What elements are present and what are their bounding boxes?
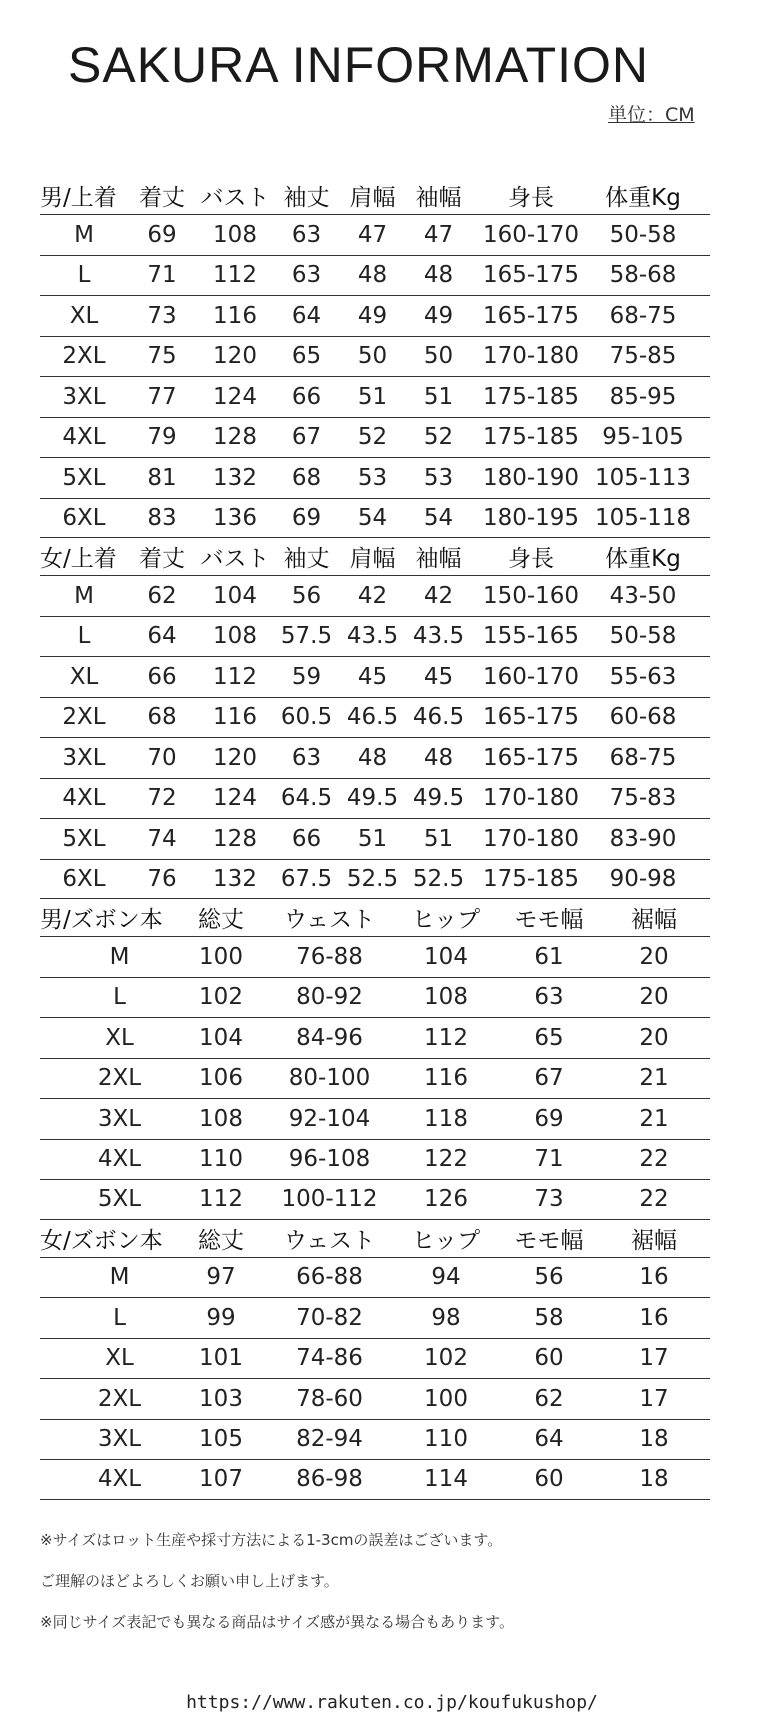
table-cell: 47 — [357, 221, 388, 248]
table-cell: 98 — [431, 1304, 461, 1331]
table-cell: 45 — [423, 663, 454, 690]
table-cell: 48 — [357, 262, 388, 289]
table-row — [40, 737, 710, 778]
table-cell: 50-58 — [609, 623, 677, 650]
table-cell: 104 — [213, 582, 257, 609]
table-cell: 51 — [423, 825, 454, 852]
page-title: SAKURA INFORMATION — [68, 37, 650, 93]
table-header-row — [40, 177, 710, 214]
table-cell: 22 — [639, 1146, 669, 1173]
table-cell: 69 — [534, 1105, 564, 1132]
table-cell: 51 — [423, 383, 454, 410]
table-cell: 72 — [147, 785, 177, 812]
table-cell: 66 — [291, 825, 322, 852]
mens-pants-size-table — [40, 899, 710, 1220]
table-cell: 63 — [291, 221, 322, 248]
table-row — [40, 1139, 710, 1180]
table-row — [40, 936, 710, 977]
column-header: 身長 — [508, 546, 554, 572]
table-cell: 120 — [213, 744, 257, 771]
table-cell: 64 — [534, 1426, 564, 1453]
table-header-row — [40, 899, 710, 936]
note-size-variance: ※同じサイズ表記でも異なる商品はサイズ感が異なる場合もあります。 — [40, 1613, 514, 1631]
table-cell: 20 — [639, 1024, 669, 1051]
table-cell: 83 — [147, 504, 177, 531]
table-cell: 83-90 — [609, 825, 677, 852]
table-cell: 64 — [291, 302, 322, 329]
table-cell: 62 — [534, 1385, 564, 1412]
column-header: 身長 — [508, 185, 554, 211]
table-cell: 53 — [357, 464, 388, 491]
size-label: M — [109, 1264, 130, 1291]
size-label: M — [74, 221, 94, 248]
table-cell: 170-180 — [482, 825, 580, 852]
table-cell: 108 — [424, 984, 468, 1011]
table-cell: 103 — [199, 1385, 243, 1412]
table-row — [40, 457, 710, 498]
table-cell: 54 — [423, 504, 454, 531]
table-cell: 102 — [199, 984, 243, 1011]
table-cell: 69 — [147, 221, 177, 248]
table-cell: 132 — [213, 865, 257, 892]
table-cell: 48 — [357, 744, 388, 771]
table-cell: 180-195 — [482, 504, 580, 531]
column-header: 裾幅 — [631, 1227, 677, 1254]
column-header: 裾幅 — [631, 907, 677, 933]
column-header: ウェスト — [283, 907, 376, 933]
table-cell: 73 — [147, 302, 177, 329]
table-cell: 92-104 — [288, 1105, 371, 1132]
table-cell: 42 — [423, 582, 454, 609]
table-cell: 62 — [147, 582, 177, 609]
table-row — [40, 697, 710, 738]
size-label: 4XL — [97, 1466, 142, 1493]
table-row — [40, 1058, 710, 1099]
table-cell: 118 — [424, 1105, 468, 1132]
column-header: 袖丈 — [283, 185, 330, 211]
table-cell: 55-63 — [609, 663, 677, 690]
table-cell: 69 — [291, 504, 322, 531]
table-cell: 107 — [199, 1466, 243, 1493]
table-cell: 52.5 — [412, 865, 465, 892]
table-cell: 76 — [147, 865, 177, 892]
table-row — [40, 575, 710, 616]
note-tolerance: ※サイズはロット生産や採寸方法による1-3cmの誤差はございます。 — [40, 1531, 503, 1549]
table-category-label: 男/上着 — [40, 185, 117, 211]
table-cell: 80-92 — [296, 984, 363, 1011]
size-label: 4XL — [62, 424, 106, 451]
table-row — [40, 859, 710, 900]
table-cell: 18 — [639, 1466, 669, 1493]
table-cell: 68 — [147, 704, 177, 731]
table-cell: 77 — [147, 383, 177, 410]
size-label: L — [77, 623, 91, 650]
table-cell: 112 — [199, 1186, 243, 1213]
table-cell: 21 — [639, 1105, 669, 1132]
size-label: 2XL — [97, 1065, 142, 1092]
size-label: L — [77, 262, 91, 289]
table-cell: 99 — [206, 1304, 236, 1331]
column-header: 袖丈 — [283, 546, 330, 572]
table-cell: 67 — [291, 424, 322, 451]
table-cell: 17 — [639, 1345, 669, 1372]
table-row — [40, 214, 710, 255]
table-cell: 180-190 — [482, 464, 580, 491]
column-header: 肩幅 — [349, 185, 396, 211]
size-label: 3XL — [62, 744, 106, 771]
table-cell: 105 — [199, 1426, 243, 1453]
table-row — [40, 1179, 710, 1220]
table-cell: 47 — [423, 221, 454, 248]
womens-pants-size-table — [40, 1220, 710, 1500]
table-cell: 58-68 — [609, 262, 677, 289]
table-cell: 50 — [423, 343, 454, 370]
table-cell: 49.5 — [346, 785, 399, 812]
table-cell: 16 — [639, 1304, 669, 1331]
table-header-row — [40, 1220, 710, 1257]
table-cell: 96-108 — [288, 1146, 371, 1173]
shop-url[interactable]: https://www.rakuten.co.jp/koufukushop/ — [186, 1692, 598, 1713]
table-cell: 170-180 — [482, 785, 580, 812]
table-cell: 21 — [639, 1065, 669, 1092]
table-cell: 46.5 — [412, 704, 465, 731]
table-row — [40, 1017, 710, 1058]
table-cell: 51 — [357, 383, 388, 410]
table-cell: 170-180 — [482, 343, 580, 370]
size-label: 6XL — [62, 504, 106, 531]
table-cell: 102 — [424, 1345, 468, 1372]
table-cell: 104 — [199, 1024, 243, 1051]
table-cell: 76-88 — [296, 943, 363, 970]
table-cell: 63 — [534, 984, 564, 1011]
size-label: 3XL — [97, 1105, 142, 1132]
table-cell: 160-170 — [482, 663, 580, 690]
table-cell: 49 — [423, 302, 454, 329]
table-cell: 150-160 — [482, 582, 580, 609]
table-cell: 57.5 — [280, 623, 333, 650]
table-cell: 73 — [534, 1186, 564, 1213]
table-cell: 43.5 — [346, 623, 399, 650]
table-row — [40, 255, 710, 296]
table-cell: 20 — [639, 943, 669, 970]
table-cell: 45 — [357, 663, 388, 690]
table-header-row — [40, 538, 710, 575]
table-cell: 52 — [357, 424, 388, 451]
column-header: ヒップ — [411, 907, 481, 933]
table-row — [40, 977, 710, 1018]
size-label: 3XL — [97, 1426, 142, 1453]
column-header: 肩幅 — [349, 546, 396, 572]
table-cell: 155-165 — [482, 623, 580, 650]
size-label: 5XL — [97, 1186, 142, 1213]
column-header: 体重Kg — [605, 546, 681, 572]
table-cell: 136 — [213, 504, 257, 531]
table-cell: 81 — [147, 464, 177, 491]
table-cell: 61 — [534, 943, 564, 970]
table-cell: 60-68 — [609, 704, 677, 731]
table-cell: 84-96 — [296, 1024, 363, 1051]
table-cell: 59 — [291, 663, 322, 690]
table-cell: 120 — [213, 343, 257, 370]
table-cell: 100 — [199, 943, 243, 970]
size-label: M — [109, 943, 130, 970]
table-cell: 75-85 — [609, 343, 677, 370]
table-cell: 66 — [147, 663, 177, 690]
mens-top-size-table — [40, 177, 710, 538]
table-cell: 48 — [423, 744, 454, 771]
table-cell: 108 — [199, 1105, 243, 1132]
table-category-label: 女/上着 — [40, 546, 117, 572]
table-cell: 110 — [199, 1146, 243, 1173]
table-row — [40, 295, 710, 336]
table-cell: 105-118 — [594, 504, 692, 531]
table-cell: 20 — [639, 984, 669, 1011]
table-cell: 53 — [423, 464, 454, 491]
table-cell: 114 — [424, 1466, 468, 1493]
table-cell: 43-50 — [609, 582, 677, 609]
table-cell: 60 — [534, 1345, 564, 1372]
size-label: M — [74, 582, 94, 609]
table-category-label: 女/ズボン本 — [40, 1227, 163, 1254]
column-header: 総丈 — [198, 907, 244, 933]
table-cell: 71 — [147, 262, 177, 289]
size-label: 2XL — [62, 704, 106, 731]
table-cell: 160-170 — [482, 221, 580, 248]
size-label: L — [113, 1304, 126, 1331]
table-cell: 165-175 — [482, 262, 580, 289]
column-header: バスト — [200, 185, 270, 211]
table-cell: 71 — [534, 1146, 564, 1173]
size-label: 5XL — [62, 825, 106, 852]
table-cell: 18 — [639, 1426, 669, 1453]
table-row — [40, 778, 710, 819]
table-cell: 56 — [534, 1264, 564, 1291]
table-cell: 165-175 — [482, 704, 580, 731]
table-cell: 70 — [147, 744, 177, 771]
table-cell: 50 — [357, 343, 388, 370]
table-cell: 50-58 — [609, 221, 677, 248]
table-cell: 116 — [424, 1065, 468, 1092]
table-cell: 64 — [147, 623, 177, 650]
size-label: XL — [69, 663, 99, 690]
table-cell: 122 — [424, 1146, 468, 1173]
column-header: モモ幅 — [514, 1227, 584, 1254]
table-cell: 104 — [424, 943, 468, 970]
column-header: 着丈 — [139, 185, 185, 211]
table-row — [40, 1338, 710, 1379]
table-cell: 65 — [534, 1024, 564, 1051]
table-cell: 75-83 — [609, 785, 677, 812]
table-cell: 175-185 — [482, 865, 580, 892]
womens-top-size-table — [40, 538, 710, 899]
table-cell: 42 — [357, 582, 388, 609]
table-cell: 175-185 — [482, 424, 580, 451]
size-label: 4XL — [62, 785, 106, 812]
size-label: L — [113, 984, 126, 1011]
column-header: 着丈 — [139, 546, 185, 572]
table-cell: 17 — [639, 1385, 669, 1412]
table-cell: 67 — [534, 1065, 564, 1092]
column-header: 袖幅 — [415, 546, 462, 572]
size-label: XL — [69, 302, 99, 329]
size-tables — [40, 177, 710, 1500]
table-category-label: 男/ズボン本 — [40, 907, 163, 933]
table-cell: 112 — [213, 262, 257, 289]
size-label: 2XL — [97, 1385, 142, 1412]
table-cell: 100-112 — [281, 1186, 378, 1213]
table-cell: 70-82 — [296, 1304, 363, 1331]
table-cell: 82-94 — [296, 1426, 363, 1453]
table-cell: 75 — [147, 343, 177, 370]
table-row — [40, 417, 710, 458]
table-cell: 60 — [534, 1466, 564, 1493]
note-apology: ご理解のほどよろしくお願い申し上げます。 — [40, 1572, 339, 1590]
table-cell: 124 — [213, 383, 257, 410]
column-header: バスト — [200, 546, 270, 572]
table-cell: 22 — [639, 1186, 669, 1213]
unit-label: 単位：CM — [608, 104, 695, 126]
table-cell: 80-100 — [288, 1065, 371, 1092]
table-cell: 60.5 — [280, 704, 333, 731]
table-cell: 66 — [291, 383, 322, 410]
table-cell: 63 — [291, 744, 322, 771]
table-cell: 49 — [357, 302, 388, 329]
table-cell: 67.5 — [280, 865, 333, 892]
table-cell: 78-60 — [296, 1385, 363, 1412]
table-cell: 108 — [213, 623, 257, 650]
size-label: 4XL — [97, 1146, 142, 1173]
size-label: XL — [105, 1024, 134, 1051]
table-cell: 128 — [213, 424, 257, 451]
table-cell: 112 — [424, 1024, 468, 1051]
column-header: ヒップ — [411, 1227, 481, 1254]
table-cell: 64.5 — [280, 785, 333, 812]
table-row — [40, 1297, 710, 1338]
size-label: 3XL — [62, 383, 106, 410]
table-cell: 132 — [213, 464, 257, 491]
notes — [40, 1530, 760, 1653]
table-cell: 105-113 — [594, 464, 692, 491]
table-row — [40, 498, 710, 539]
size-label: 2XL — [62, 343, 106, 370]
table-cell: 106 — [199, 1065, 243, 1092]
table-cell: 52.5 — [346, 865, 399, 892]
size-label: 6XL — [62, 865, 106, 892]
table-cell: 66-88 — [296, 1264, 363, 1291]
table-cell: 68-75 — [609, 302, 677, 329]
table-row — [40, 1459, 710, 1500]
table-cell: 46.5 — [346, 704, 399, 731]
table-cell: 58 — [534, 1304, 564, 1331]
table-row — [40, 818, 710, 859]
table-cell: 49.5 — [412, 785, 465, 812]
table-cell: 51 — [357, 825, 388, 852]
table-cell: 110 — [424, 1426, 468, 1453]
table-cell: 52 — [423, 424, 454, 451]
table-cell: 175-185 — [482, 383, 580, 410]
table-cell: 68 — [291, 464, 322, 491]
table-cell: 124 — [213, 785, 257, 812]
table-row — [40, 656, 710, 697]
column-header: ウェスト — [283, 1227, 376, 1254]
table-cell: 65 — [291, 343, 322, 370]
table-cell: 90-98 — [609, 865, 677, 892]
table-cell: 94 — [431, 1264, 461, 1291]
column-header: 総丈 — [198, 1227, 244, 1254]
table-cell: 126 — [424, 1186, 468, 1213]
table-cell: 165-175 — [482, 302, 580, 329]
table-cell: 63 — [291, 262, 322, 289]
table-cell: 108 — [213, 221, 257, 248]
table-cell: 68-75 — [609, 744, 677, 771]
table-row — [40, 376, 710, 417]
table-row — [40, 336, 710, 377]
table-cell: 100 — [424, 1385, 468, 1412]
column-header: モモ幅 — [514, 907, 584, 933]
table-row — [40, 616, 710, 657]
table-cell: 56 — [291, 582, 322, 609]
table-cell: 95-105 — [602, 424, 684, 451]
table-cell: 112 — [213, 663, 257, 690]
table-cell: 16 — [639, 1264, 669, 1291]
table-row — [40, 1257, 710, 1298]
table-cell: 97 — [206, 1264, 236, 1291]
table-cell: 54 — [357, 504, 388, 531]
table-cell: 74 — [147, 825, 177, 852]
table-row — [40, 1378, 710, 1419]
table-cell: 101 — [199, 1345, 243, 1372]
table-row — [40, 1098, 710, 1139]
table-cell: 86-98 — [296, 1466, 363, 1493]
column-header: 体重Kg — [605, 185, 681, 211]
table-cell: 48 — [423, 262, 454, 289]
table-row — [40, 1419, 710, 1460]
table-cell: 165-175 — [482, 744, 580, 771]
column-header: 袖幅 — [415, 185, 462, 211]
size-label: 5XL — [62, 464, 106, 491]
table-cell: 79 — [147, 424, 177, 451]
table-cell: 116 — [213, 302, 257, 329]
table-cell: 116 — [213, 704, 257, 731]
table-cell: 85-95 — [609, 383, 677, 410]
table-cell: 43.5 — [412, 623, 465, 650]
table-cell: 128 — [213, 825, 257, 852]
table-cell: 74-86 — [296, 1345, 363, 1372]
size-label: XL — [105, 1345, 134, 1372]
